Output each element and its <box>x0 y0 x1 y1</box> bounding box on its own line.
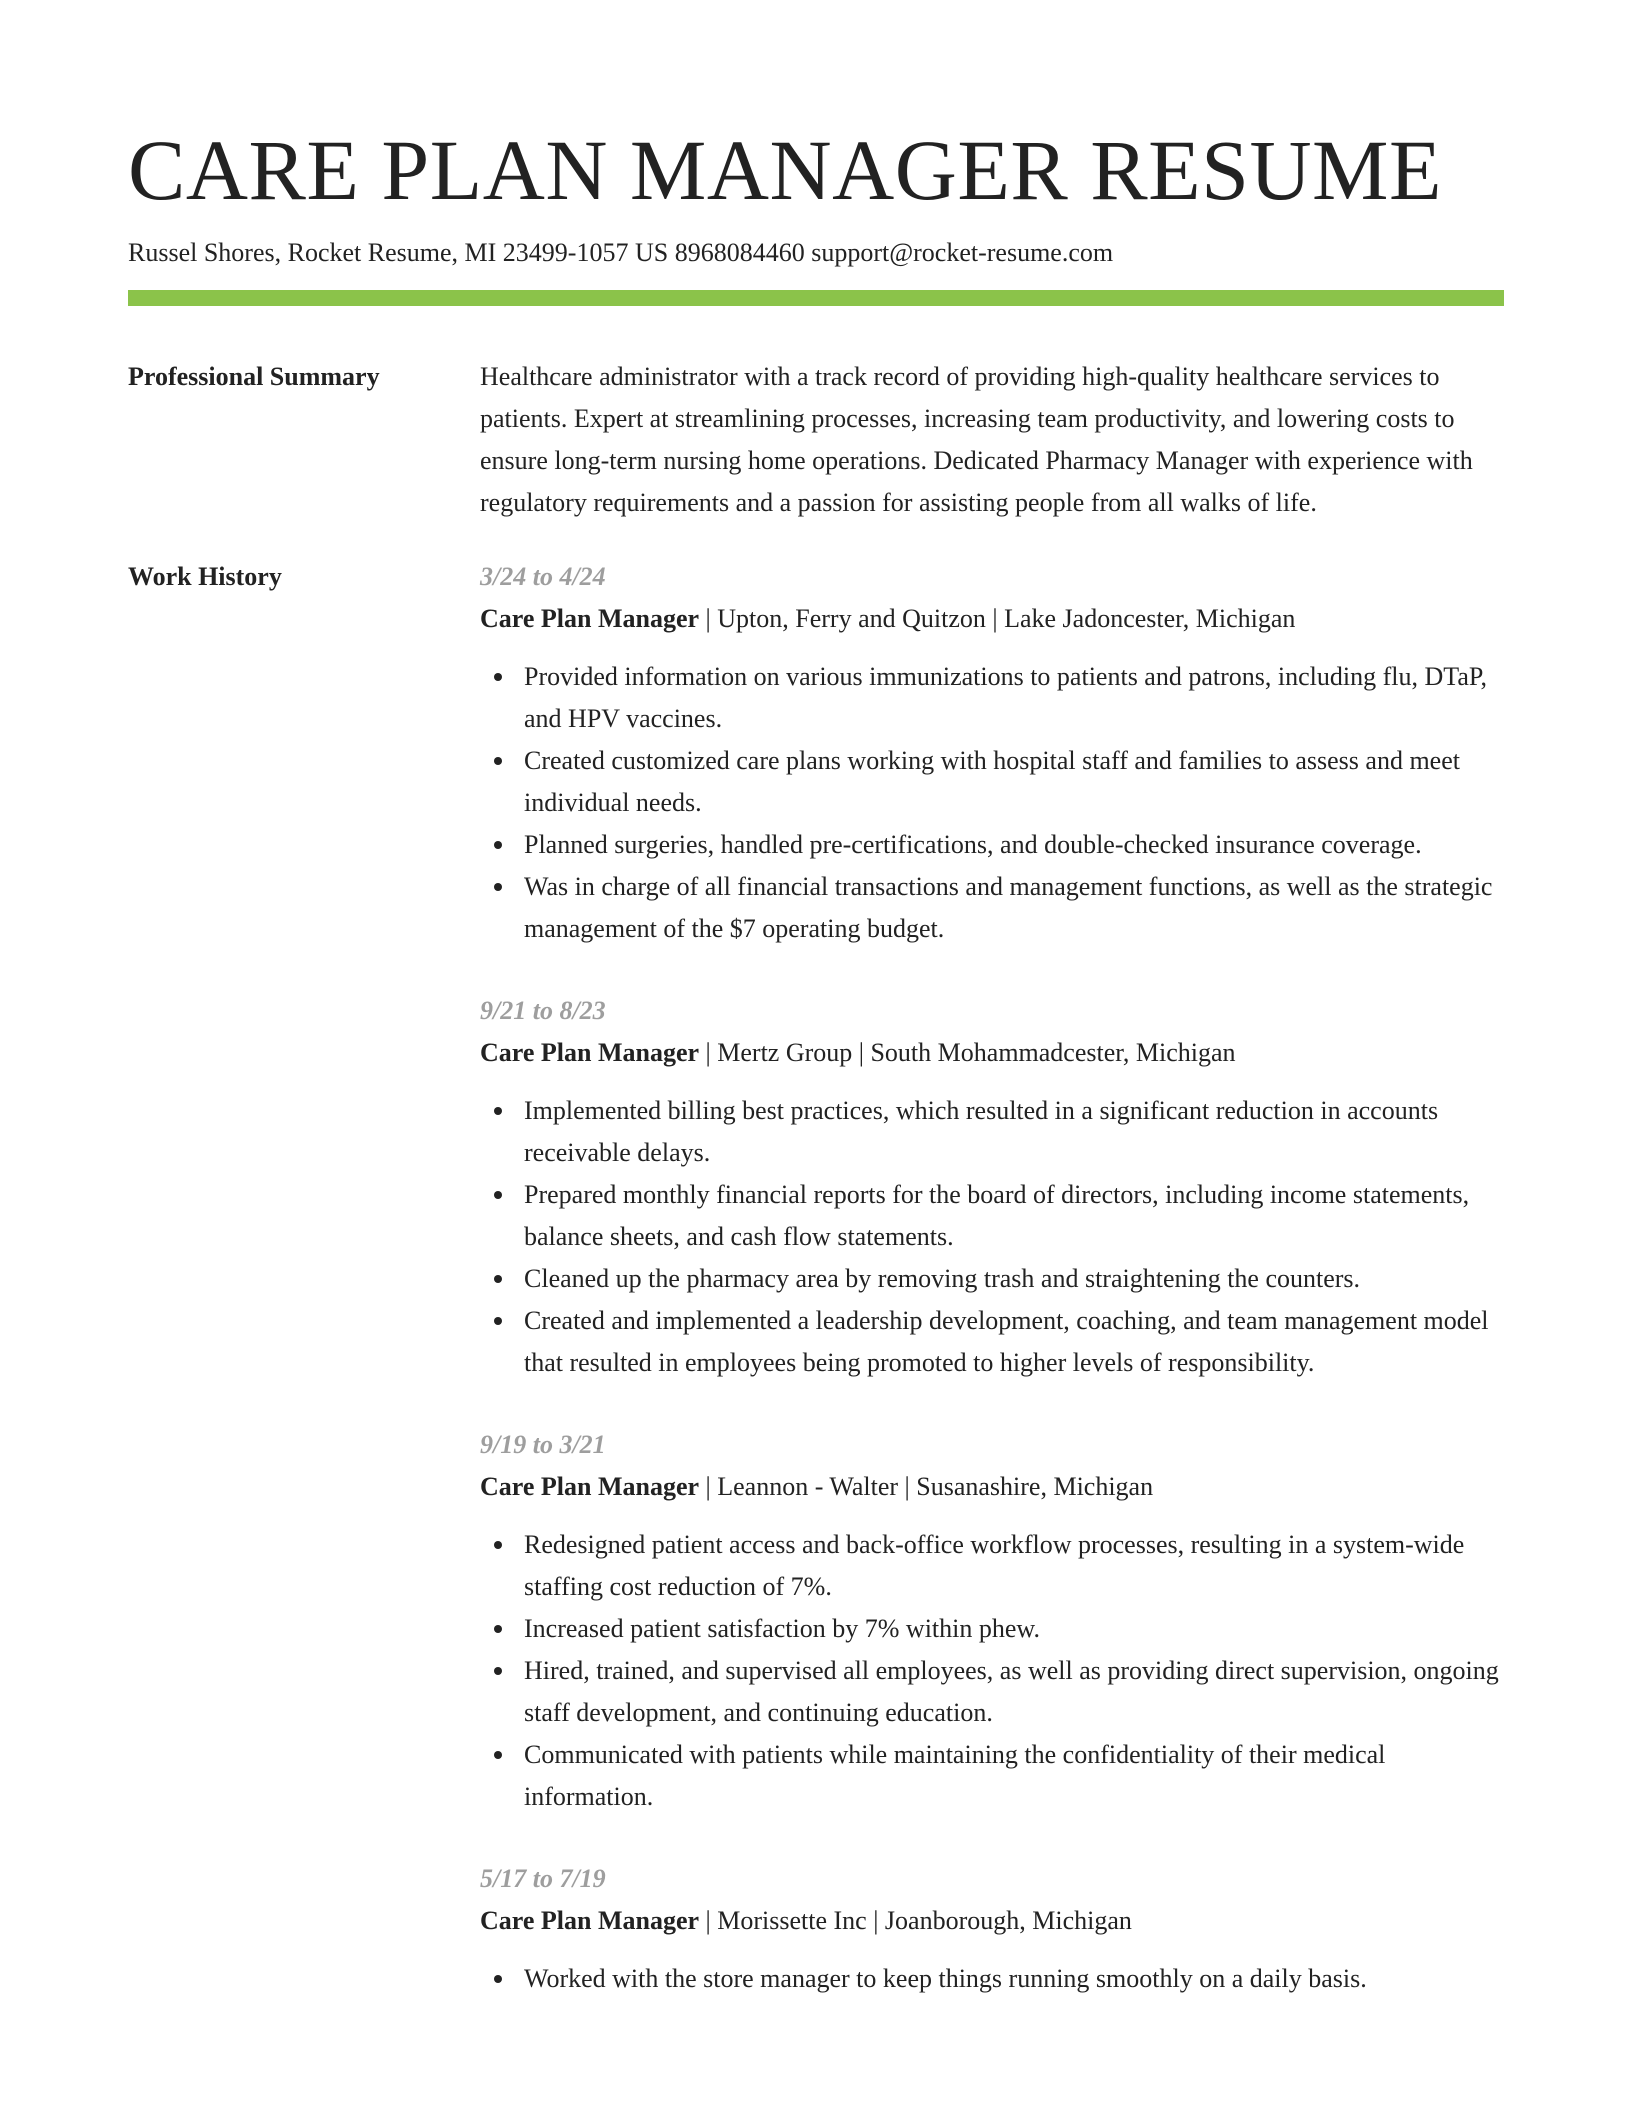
job-title-line <box>480 1900 1504 1942</box>
job-bullet-text: Created and implemented a leadership development, coaching, and team management model that resulted in employees being promoted to higher levels of responsibility. <box>524 1306 1489 1377</box>
job-bullet-text: Increased patient satisfaction by 7% within phew. <box>524 1614 1040 1643</box>
job-bullet-text: Hired, trained, and supervised all employees, as well as providing direct supervision, ongoing staff development, and continuing education. <box>524 1656 1499 1727</box>
bullet-dot-icon <box>494 1625 502 1633</box>
job-dates: 9/19 to 3/21 <box>480 1430 606 1459</box>
job-bullets <box>480 1524 1504 1818</box>
job-entry <box>480 556 1504 950</box>
job-bullet <box>480 1608 1504 1650</box>
bullet-dot-icon <box>494 1667 502 1675</box>
job-bullet <box>480 866 1504 950</box>
job-bullet <box>480 1650 1504 1734</box>
job-bullets <box>480 656 1504 950</box>
job-bullet <box>480 1090 1504 1174</box>
resume-page <box>128 118 1504 2040</box>
bullet-dot-icon <box>494 757 502 765</box>
job-title-line <box>480 1466 1504 1508</box>
section-heading-summary: Professional Summary <box>128 362 380 391</box>
job-bullet <box>480 1524 1504 1608</box>
accent-divider <box>128 290 1504 306</box>
job-bullet-text: Communicated with patients while maintaining the confidentiality of their medical information. <box>524 1740 1386 1811</box>
job-dates: 9/21 to 8/23 <box>480 996 606 1025</box>
job-bullets <box>480 1090 1504 1384</box>
job-bullet-text: Was in charge of all financial transactions and management functions, as well as the strategic management of the $7 operating budget. <box>524 872 1493 943</box>
job-title: Care Plan Manager <box>480 1038 700 1067</box>
job-title: Care Plan Manager <box>480 1472 700 1501</box>
bullet-dot-icon <box>494 1191 502 1199</box>
bullet-dot-icon <box>494 883 502 891</box>
resume-title: CARE PLAN MANAGER RESUME <box>128 122 1443 218</box>
job-title: Care Plan Manager <box>480 1906 700 1935</box>
bullet-dot-icon <box>494 1751 502 1759</box>
bullet-dot-icon <box>494 673 502 681</box>
job-details: | Upton, Ferry and Quitzon | Lake Jadoncester, Michigan <box>699 604 1296 633</box>
job-dates: 5/17 to 7/19 <box>480 1864 606 1893</box>
summary-body <box>480 356 1504 524</box>
job-details: | Leannon - Walter | Susanashire, Michigan <box>699 1472 1154 1501</box>
job-title-line <box>480 598 1504 640</box>
job-bullet <box>480 1258 1504 1300</box>
job-bullet <box>480 1300 1504 1384</box>
bullet-dot-icon <box>494 1275 502 1283</box>
job-details: | Mertz Group | South Mohammadcester, Michigan <box>699 1038 1236 1067</box>
work-history-section <box>128 556 1504 2040</box>
job-bullet-text: Redesigned patient access and back-office workflow processes, resulting in a system-wide staffing cost reduction of 7%. <box>524 1530 1465 1601</box>
job-title-line <box>480 1032 1504 1074</box>
bullet-dot-icon <box>494 1541 502 1549</box>
job-bullet <box>480 1174 1504 1258</box>
professional-summary-section <box>128 356 1504 524</box>
job-bullet-text: Worked with the store manager to keep things running smoothly on a daily basis. <box>524 1964 1367 1993</box>
job-bullet-text: Cleaned up the pharmacy area by removing trash and straightening the counters. <box>524 1264 1361 1293</box>
job-entry <box>480 1424 1504 1818</box>
job-bullet-text: Provided information on various immunizations to patients and patrons, including flu, DTaP, and HPV vaccines. <box>524 662 1487 733</box>
bullet-dot-icon <box>494 1317 502 1325</box>
job-dates: 3/24 to 4/24 <box>480 562 606 591</box>
job-bullet <box>480 1734 1504 1818</box>
job-bullet-text: Planned surgeries, handled pre-certifications, and double-checked insurance coverage. <box>524 830 1422 859</box>
bullet-dot-icon <box>494 841 502 849</box>
job-bullet <box>480 740 1504 824</box>
bullet-dot-icon <box>494 1107 502 1115</box>
contact-line: Russel Shores, Rocket Resume, MI 23499-1057 US 8968084460 support@rocket-resume.com <box>128 238 1114 267</box>
job-bullet-text: Implemented billing best practices, which resulted in a significant reduction in accounts receivable delays. <box>524 1096 1439 1167</box>
job-bullet-text: Prepared monthly financial reports for the board of directors, including income statements, balance sheets, and cash flow statements. <box>524 1180 1470 1251</box>
job-bullets <box>480 1958 1504 2000</box>
job-bullet-text: Created customized care plans working with hospital staff and families to assess and meet individual needs. <box>524 746 1460 817</box>
job-bullet <box>480 1958 1504 2000</box>
work-history-body <box>480 556 1504 2040</box>
job-entry <box>480 990 1504 1384</box>
bullet-dot-icon <box>494 1975 502 1983</box>
job-bullet <box>480 656 1504 740</box>
job-bullet <box>480 824 1504 866</box>
summary-text: Healthcare administrator with a track record of providing high-quality healthcare services to patients. Expert at streamlining processes, increasing team productivity, and lowering costs to ensure long-term nursing home operations. Dedicated Pharmacy Manager with experience with regulatory requirements and a passion for assisting people from all walks of life. <box>480 362 1473 517</box>
section-heading-work-history: Work History <box>128 562 282 591</box>
job-details: | Morissette Inc | Joanborough, Michigan <box>699 1906 1132 1935</box>
job-title: Care Plan Manager <box>480 604 700 633</box>
job-entry <box>480 1858 1504 2000</box>
